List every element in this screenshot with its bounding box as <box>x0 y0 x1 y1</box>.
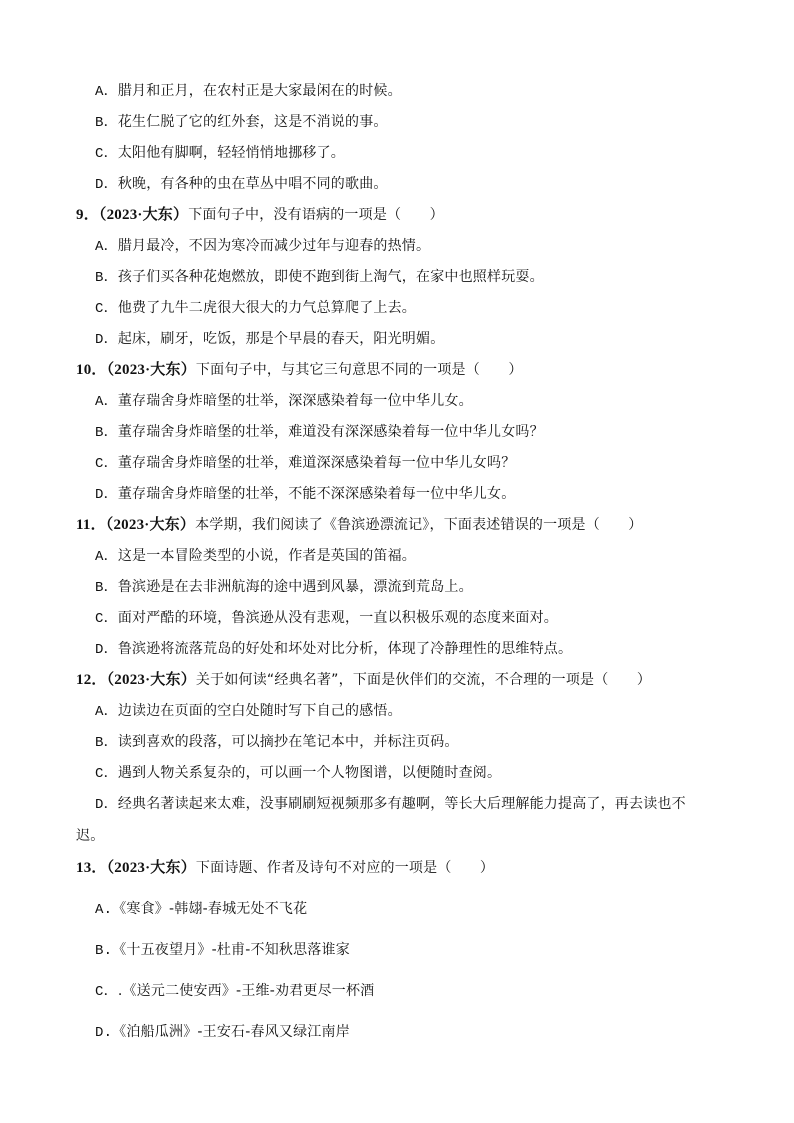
answer-option <box>95 609 558 628</box>
option-text: 他费了九牛二虎很大很大的力气总算爬了上去。 <box>117 300 417 316</box>
option-text: 起床，刷牙，吃饭，那是个早晨的春天，阳光明媚。 <box>117 331 445 347</box>
option-text: 鲁滨逊是在去非洲航海的途中遇到风暴，漂流到荒岛上。 <box>117 579 473 595</box>
option-label: D． <box>95 332 118 348</box>
option-text: 太阳他有脚啊，轻轻悄悄地挪移了。 <box>117 145 346 161</box>
question-source: （2023·大东） <box>106 672 196 688</box>
option-label: D． <box>95 797 118 813</box>
option-text: 经典名著读起来太难，没事刷刷短视频那多有趣啊，等长大后理解能力提高了，再去读也不 <box>117 796 686 812</box>
answer-option <box>95 1023 350 1042</box>
option-label: A． <box>95 549 118 565</box>
answer-option <box>95 113 388 132</box>
option-label: A． <box>95 84 118 100</box>
question-number: 13． <box>76 860 107 876</box>
option-text: 《寒食》-韩翃-春城无处不飞花 <box>112 901 308 917</box>
question-text: 下面句子中，与其它三句意思不同的一项是（ ） <box>195 362 523 378</box>
option-label: C． <box>95 146 118 162</box>
option-label: B． <box>95 270 118 286</box>
option-label: B． <box>95 735 118 751</box>
answer-option <box>95 392 473 411</box>
option-text: 董存瑞舍身炸暗堡的壮举，不能不深深感染着每一位中华儿女。 <box>117 486 516 502</box>
answer-option <box>95 268 544 287</box>
option-label: D． <box>95 642 118 658</box>
answer-option <box>95 764 501 783</box>
option-text: 秋晚，有各种的虫在草丛中唱不同的歌曲。 <box>117 176 388 192</box>
option-text: 读到喜欢的段落，可以摘抄在笔记本中，并标注页码。 <box>117 734 459 750</box>
answer-option <box>95 144 345 163</box>
option-label: A． <box>95 394 118 410</box>
option-text: 边读边在页面的空白处随时写下自己的感悟。 <box>117 703 402 719</box>
answer-option <box>95 578 473 597</box>
question-stem <box>76 361 523 379</box>
question-source: （2023·大东） <box>105 517 196 533</box>
option-text: 腊月和正月，在农村正是大家最闲在的时候。 <box>117 83 402 99</box>
question-source: （2023·大东） <box>106 362 196 378</box>
option-label: B． <box>95 580 118 596</box>
option-text: 遇到人物关系复杂的，可以画一个人物图谱，以便随时查阅。 <box>117 765 502 781</box>
question-stem <box>76 859 494 877</box>
option-text: 董存瑞舍身炸暗堡的壮举，难道深深感染着每一位中华儿女吗？ <box>117 455 516 471</box>
option-label: B． <box>95 425 118 441</box>
question-number: 11． <box>76 517 106 533</box>
answer-option <box>95 82 402 101</box>
option-continuation <box>76 827 104 845</box>
question-number: 10． <box>76 362 107 378</box>
question-source: （2023·大东） <box>98 207 189 223</box>
option-text: 面对严酷的环境，鲁滨逊从没有悲观，一直以积极乐观的态度来面对。 <box>117 610 559 626</box>
answer-option <box>95 640 572 659</box>
answer-option <box>95 982 374 1001</box>
option-label: B. <box>95 943 113 959</box>
option-text: 董存瑞舍身炸暗堡的壮举，深深感染着每一位中华儿女。 <box>117 393 473 409</box>
option-label: A． <box>95 239 118 255</box>
question-number: 12． <box>76 672 107 688</box>
option-text: 孩子们买各种花炮燃放，即使不跑到街上淘气，在家中也照样玩耍。 <box>117 269 544 285</box>
question-stem <box>76 516 643 534</box>
answer-option <box>95 941 350 960</box>
answer-option <box>95 330 444 349</box>
option-text: 这是一本冒险类型的小说，作者是英国的笛福。 <box>117 548 417 564</box>
question-number: 9． <box>76 207 99 223</box>
answer-option <box>95 454 515 473</box>
answer-option <box>95 175 388 194</box>
answer-option <box>95 485 515 504</box>
option-label: C． <box>95 301 118 317</box>
option-label: A. <box>95 902 113 918</box>
question-stem <box>76 206 444 224</box>
answer-option <box>95 795 686 814</box>
option-text: .《送元二使安西》-王维-劝君更尽一杯酒 <box>117 983 375 999</box>
option-text: 鲁滨逊将流落荒岛的好处和坏处对比分析，体现了冷静理性的思维特点。 <box>117 641 573 657</box>
option-text: 董存瑞舍身炸暗堡的壮举，难道没有深深感染着每一位中华儿女吗？ <box>117 424 544 440</box>
option-label: D． <box>95 487 118 503</box>
option-label: B． <box>95 115 118 131</box>
answer-option <box>95 547 416 566</box>
continuation-text: 迟。 <box>76 828 105 844</box>
question-text: 下面句子中，没有语病的一项是（ ） <box>188 207 444 223</box>
option-text: 《泊船瓜洲》-王安石-春风又绿江南岸 <box>112 1024 350 1040</box>
option-label: A． <box>95 704 118 720</box>
option-label: C． <box>95 766 118 782</box>
question-text: 关于如何读“经典名著”，下面是伙伴们的交流，不合理的一项是（ ） <box>195 672 652 688</box>
question-stem <box>76 671 651 689</box>
answer-option <box>95 423 544 442</box>
answer-option <box>95 299 416 318</box>
question-text: 下面诗题、作者及诗句不对应的一项是（ ） <box>195 860 495 876</box>
option-text: 腊月最冷，不因为寒冷而减少过年与迎春的热情。 <box>117 238 431 254</box>
option-text: 《十五夜望月》-杜甫-不知秋思落谁家 <box>112 942 350 958</box>
answer-option <box>95 237 430 256</box>
answer-option <box>95 733 459 752</box>
option-label: C． <box>95 611 118 627</box>
question-text: 本学期，我们阅读了《鲁滨逊漂流记》，下面表述错误的一项是（ ） <box>195 517 643 533</box>
option-label: C． <box>95 984 118 1000</box>
answer-option <box>95 900 307 919</box>
option-label: D. <box>95 1025 113 1041</box>
answer-option <box>95 702 402 721</box>
option-label: D． <box>95 177 118 193</box>
option-text: 花生仁脱了它的红外套，这是不消说的事。 <box>117 114 388 130</box>
question-source: （2023·大东） <box>106 860 196 876</box>
option-label: C． <box>95 456 118 472</box>
